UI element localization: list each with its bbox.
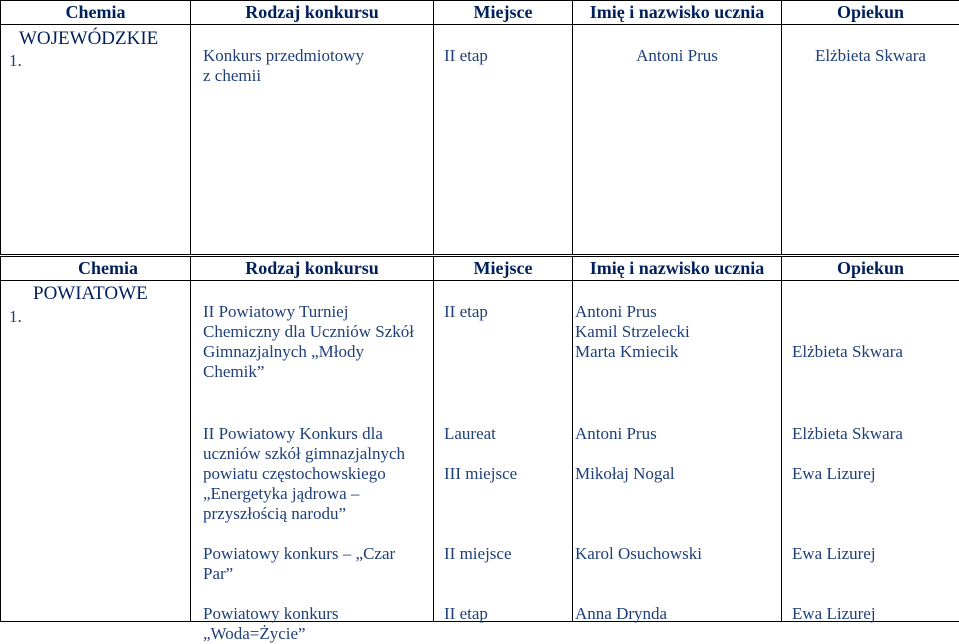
student-name: Antoni Prus bbox=[575, 302, 690, 322]
header-student: Imię i nazwisko ucznia bbox=[573, 1, 782, 25]
place-text: III miejsce bbox=[444, 464, 517, 484]
contest-line: uczniów szkół gimnazjalnych bbox=[203, 444, 405, 464]
student-name: Antoni Prus bbox=[573, 46, 781, 66]
county-table bbox=[0, 256, 959, 622]
header-place: Miejsce bbox=[434, 1, 573, 25]
place-text: II etap bbox=[444, 302, 488, 322]
tutor-name: Elżbieta Skwara bbox=[792, 424, 903, 444]
header-tutor: Opiekun bbox=[782, 1, 959, 25]
contest-line: Chemiczny dla Uczniów Szkół bbox=[203, 322, 414, 342]
tutor-name: Ewa Lizurej bbox=[792, 464, 876, 484]
contest-line: powiatu częstochowskiego bbox=[203, 464, 405, 484]
contest-cell bbox=[191, 25, 434, 255]
place-text: II etap bbox=[444, 604, 488, 624]
tutor-cell bbox=[782, 25, 959, 255]
header-place: Miejsce bbox=[434, 257, 573, 281]
place-text: Laureat bbox=[444, 424, 496, 444]
student-name: Anna Drynda bbox=[575, 604, 667, 624]
header-row bbox=[1, 257, 959, 281]
header-contest-type: Rodzaj konkursu bbox=[191, 257, 434, 281]
header-subject: Chemia bbox=[1, 257, 191, 281]
contest-cell bbox=[191, 281, 434, 622]
level-label: WOJEWÓDZKIE bbox=[19, 28, 158, 50]
tutor-name: Ewa Lizurej bbox=[792, 544, 876, 564]
header-subject: Chemia bbox=[1, 1, 191, 25]
contest-line: Chemik” bbox=[203, 362, 414, 382]
header-row bbox=[1, 1, 959, 25]
contest-line: II Powiatowy Konkurs dla bbox=[203, 424, 405, 444]
place-cell bbox=[434, 25, 573, 255]
student-name: Mikołaj Nogal bbox=[575, 464, 675, 484]
place-cell bbox=[434, 281, 573, 622]
header-contest-type: Rodzaj konkursu bbox=[191, 1, 434, 25]
contest-line: Konkurs przedmiotowy bbox=[203, 46, 364, 66]
contest-line: Powiatowy konkurs bbox=[203, 604, 339, 624]
contest-line: Powiatowy konkurs – „Czar bbox=[203, 544, 395, 564]
contest-line: przyszłością narodu” bbox=[203, 504, 405, 524]
header-tutor: Opiekun bbox=[782, 257, 959, 281]
contest-line: II Powiatowy Turniej bbox=[203, 302, 414, 322]
student-name: Karol Osuchowski bbox=[575, 544, 702, 564]
student-name: Marta Kmiecik bbox=[575, 342, 690, 362]
contest-line: z chemii bbox=[203, 66, 364, 86]
tutor-name: Elżbieta Skwara bbox=[792, 342, 903, 362]
row-number: 1. bbox=[9, 307, 22, 327]
level-label: POWIATOWE bbox=[33, 283, 148, 305]
header-student: Imię i nazwisko ucznia bbox=[573, 257, 782, 281]
tutor-name: Elżbieta Skwara bbox=[782, 46, 959, 66]
place-text: II miejsce bbox=[444, 544, 512, 564]
student-cell bbox=[573, 25, 782, 255]
level-cell bbox=[1, 281, 191, 622]
place-text: II etap bbox=[444, 46, 488, 66]
row-number: 1. bbox=[9, 51, 22, 71]
tutor-name: Ewa Lizurej bbox=[792, 604, 876, 624]
voivodeship-table bbox=[0, 0, 959, 255]
student-cell bbox=[573, 281, 782, 622]
contest-line: Gimnazjalnych „Młody bbox=[203, 342, 414, 362]
student-name: Antoni Prus bbox=[575, 424, 657, 444]
contest-line: „Energetyka jądrowa – bbox=[203, 484, 405, 504]
table-row bbox=[1, 25, 959, 255]
level-cell bbox=[1, 25, 191, 255]
tutor-cell bbox=[782, 281, 959, 622]
contest-line: Par” bbox=[203, 564, 395, 584]
student-name: Kamil Strzelecki bbox=[575, 322, 690, 342]
table-row bbox=[1, 281, 959, 622]
contest-line: „Woda=Życie” bbox=[203, 624, 339, 644]
